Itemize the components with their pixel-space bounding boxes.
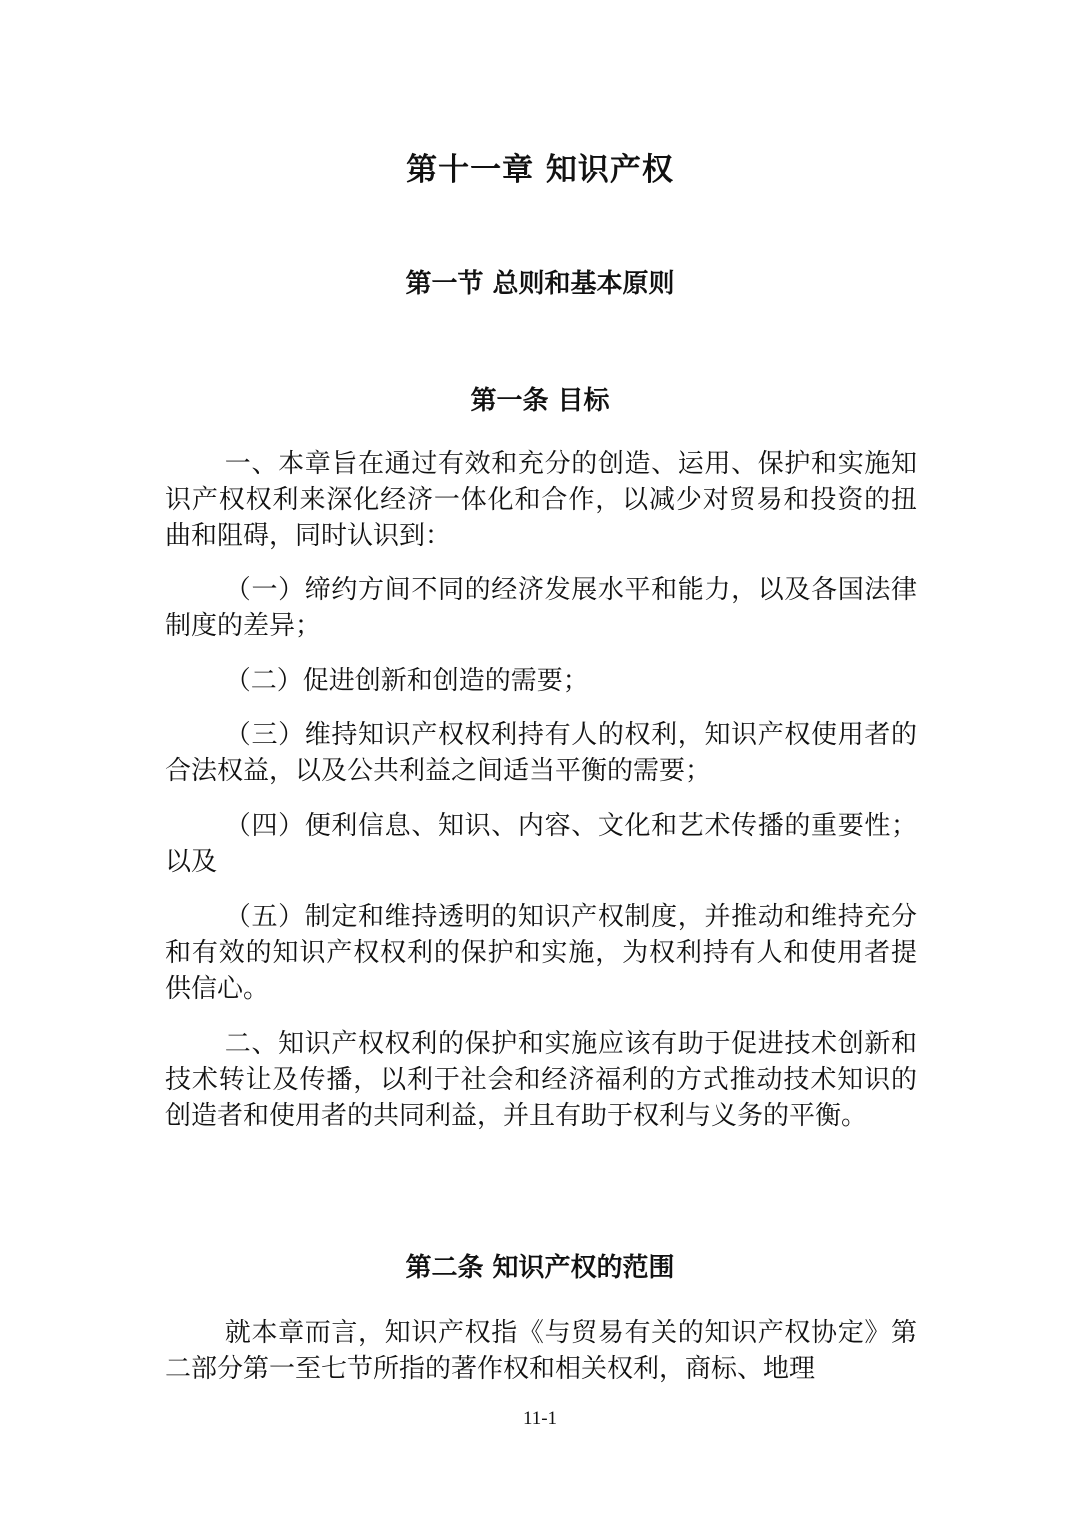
article-1-item-4: （四）便利信息、知识、内容、文化和艺术传播的重要性；以及 [165,811,917,877]
section-title: 第一节 总则和基本原则 [405,269,675,299]
article-1-paragraph-1: 一、本章旨在通过有效和充分的创造、运用、保护和实施知识产权权利来深化经济一体化和合作，以减少对贸易和投资的扭曲和阻碍，同时认识到： [165,449,917,551]
page-number: 11-1 [522,1408,558,1429]
article-1-item-5: （五）制定和维持透明的知识产权制度，并推动和维持充分和有效的知识产权权利的保护和实施，为权利持有人和使用者提供信心。 [165,902,917,1004]
article-1-item-2: （二）促进创新和创造的需要； [224,666,589,696]
chapter-title: 第十一章 知识产权 [406,152,674,188]
article-2-paragraph-1: 就本章而言，知识产权指《与贸易有关的知识产权协定》第二部分第一至七节所指的著作权和相关权利，商标、地理 [165,1318,917,1384]
article-1-item-3: （三）维持知识产权权利持有人的权利，知识产权使用者的合法权益，以及公共利益之间适当平衡的需要； [165,720,917,786]
article-1-item-1: （一）缔约方间不同的经济发展水平和能力，以及各国法律制度的差异； [165,575,917,641]
article-2-title: 第二条 知识产权的范围 [405,1253,675,1283]
article-1-title: 第一条 目标 [470,386,610,416]
article-1-paragraph-2: 二、知识产权权利的保护和实施应该有助于促进技术创新和技术转让及传播，以利于社会和经济福利的方式推动技术知识的创造者和使用者的共同利益，并且有助于权利与义务的平衡。 [165,1029,917,1131]
